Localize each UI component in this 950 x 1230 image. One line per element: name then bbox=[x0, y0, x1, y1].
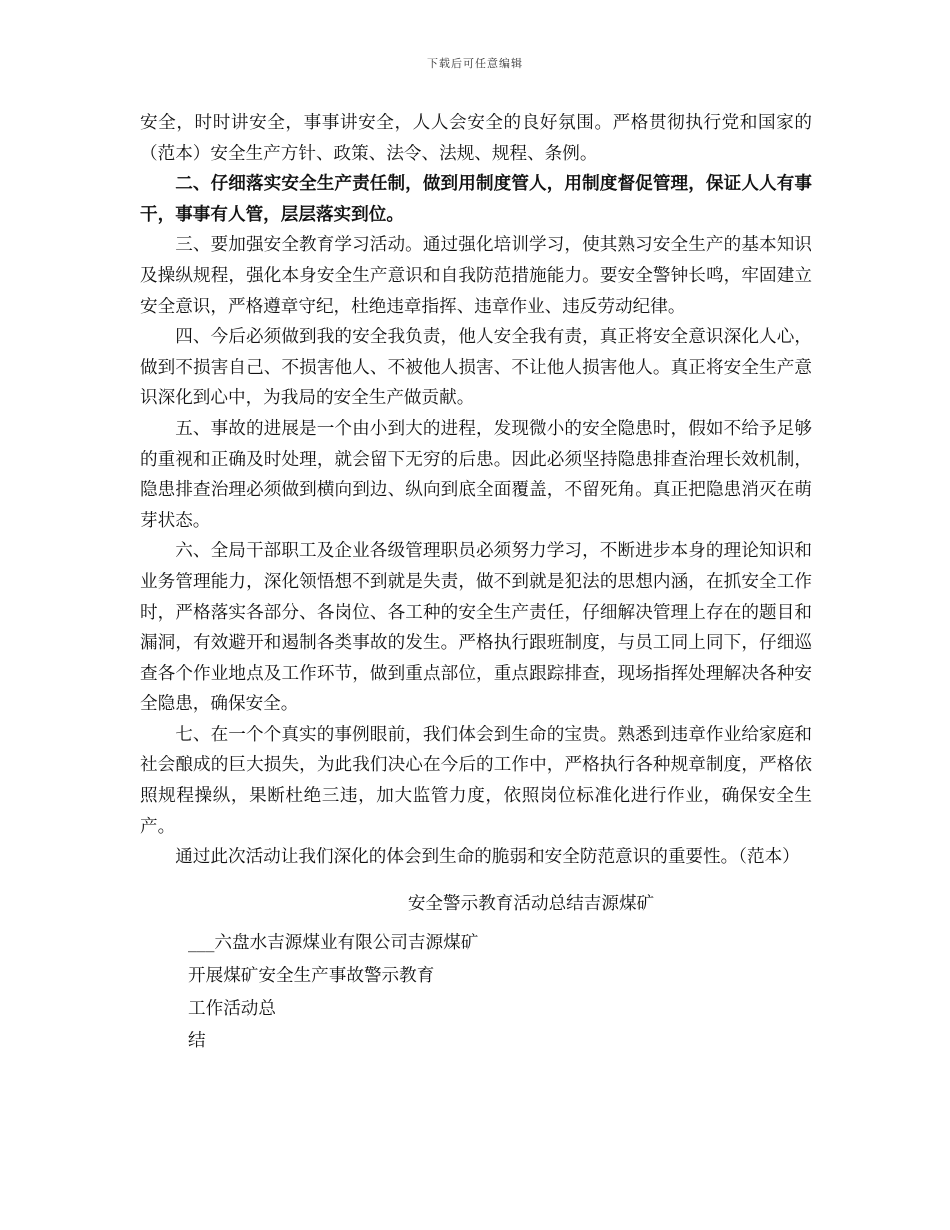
paragraph-item-7: 七、在一个个真实的事例眼前，我们体会到生命的宝贵。熟悉到违章作业给家庭和社会酿成的巨大损失，为此我们决心在今后的工作中，严格执行各种规章制度，严格依照规程操纵，果断杜绝三违，加大监管力度，依照岗位标准化进行作业，确保安全生产。 bbox=[140, 724, 812, 837]
page-header-note: 下载后可任意编辑 bbox=[427, 57, 523, 70]
document-body bbox=[140, 108, 812, 1058]
paragraph-item-6: 六、全局干部职工及企业各级管理职员必须努力学习，不断进步本身的理论知识和业务管理能力，深化领悟想不到就是失责，做不到就是犯法的思想内涵，在抓安全工作时，严格落实各部分、各岗位、各工种的安全生产责任，仔细解决管理上存在的题目和漏洞，有效避开和遏制各类事故的发生。严格执行跟班制度，与员工同上同下，仔细巡查各个作业地点及工作环节，做到重点部位，重点跟踪排查，现场指挥处理解决各种安全隐患，确保安全。 bbox=[140, 541, 812, 715]
title-block bbox=[140, 927, 812, 1057]
paragraph-item-5: 五、事故的进展是一个由小到大的进程，发现微小的安全隐患时，假如不给予足够的重视和正确及时处理，就会留下无穷的后患。因此必须坚持隐患排查治理长效机制，隐患排查治理必须做到横向到边、纵向到底全面覆盖，不留死角。真正把隐患消灭在萌芽状态。 bbox=[140, 418, 812, 531]
title-line: ___六盘水吉源煤业有限公司吉源煤矿 bbox=[188, 933, 479, 954]
title-line: 工作活动总 bbox=[188, 998, 276, 1019]
title-line: 开展煤矿安全生产事故警示教育 bbox=[188, 966, 435, 987]
paragraph-item-2: 二、仔细落实安全生产责任制，做到用制度管人，用制度督促管理，保证人人有事干，事事有人管，层层落实到位。 bbox=[140, 173, 812, 225]
paragraph-item-3: 三、要加强安全教育学习活动。通过强化培训学习，使其熟习安全生产的基本知识及操纵规程，强化本身安全生产意识和自我防范措施能力。要安全警钟长鸣，牢固建立安全意识，严格遵章守纪，杜绝违章指挥、违章作业、违反劳动纪律。 bbox=[140, 235, 812, 317]
paragraph-continuation: 安全，时时讲安全，事事讲安全，人人会安全的良好氛围。严格贯彻执行党和国家的（范本）安全生产方针、政策、法令、法规、规程、条例。 bbox=[140, 113, 812, 164]
section-title: 安全警示教育活动总结吉源煤矿 bbox=[407, 893, 655, 914]
paragraph-conclusion: 通过此次活动让我们深化的体会到生命的脆弱和安全防范意识的重要性。（范本） bbox=[175, 847, 800, 868]
title-line: 结 bbox=[188, 1031, 206, 1052]
paragraph-item-4: 四、今后必须做到我的安全我负责，他人安全我有责，真正将安全意识深化人心，做到不损害自己、不损害他人、不被他人损害、不让他人损害他人。真正将安全生产意识深化到心中，为我局的安全生产做贡献。 bbox=[140, 327, 812, 409]
